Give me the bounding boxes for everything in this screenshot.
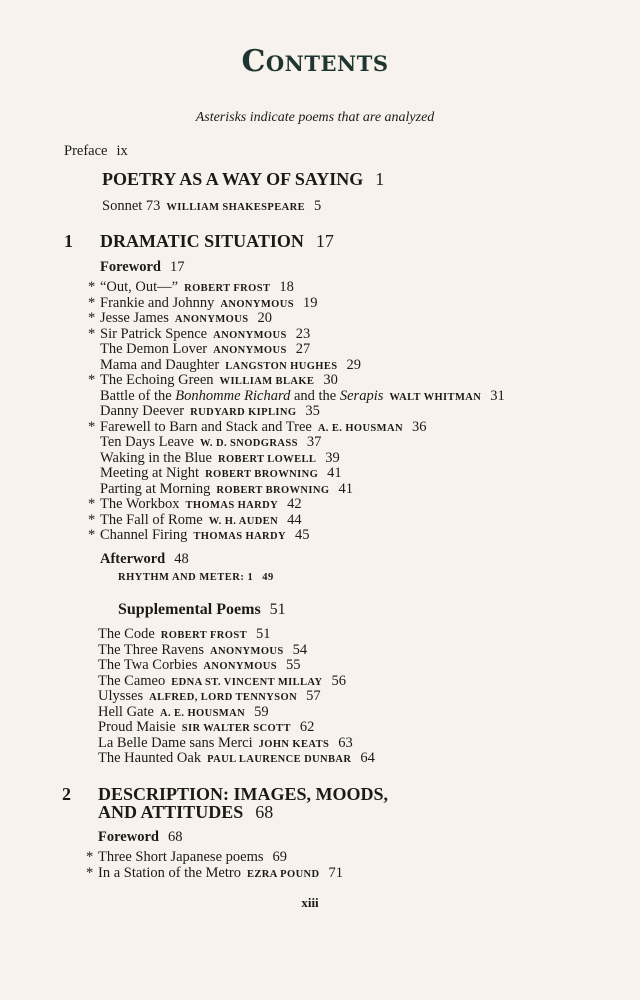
page-number: 18	[279, 279, 294, 295]
toc-entry	[98, 865, 343, 883]
page-number: 17	[315, 231, 334, 251]
page-number: 68	[255, 802, 274, 822]
poem-author: WALT WHITMAN	[389, 391, 482, 403]
page-title: Contents	[241, 44, 389, 79]
asterisk-marker: *	[88, 294, 96, 311]
poem-title: Sonnet 73	[102, 198, 161, 214]
toc-entry	[100, 527, 310, 545]
poem-author: SIR WALTER SCOTT	[181, 723, 291, 734]
poem-author: JOHN KEATS	[258, 738, 330, 750]
page-number: 41	[327, 465, 342, 481]
page-number: 19	[302, 294, 318, 311]
poem-title: The Three Ravens	[98, 641, 205, 658]
poem-title: Meeting at Night	[100, 465, 200, 481]
poem-author: WILLIAM SHAKESPEARE	[166, 202, 305, 213]
toc-entry	[98, 750, 375, 768]
poem-title: Farewell to Barn and Stack and Tree	[100, 418, 312, 435]
chapter-heading	[100, 231, 334, 252]
asterisk-marker: *	[88, 511, 96, 528]
asterisk-marker: *	[88, 418, 96, 435]
asterisk-marker: *	[88, 527, 96, 543]
page-number: 69	[272, 849, 287, 865]
page-number: 1	[375, 169, 385, 189]
page-number: 30	[323, 372, 338, 388]
rhythm-entry	[118, 572, 274, 583]
page-number: 55	[286, 657, 301, 673]
page-number: 45	[295, 527, 310, 543]
chapter-heading-line-2	[98, 802, 273, 823]
foreword-entry	[100, 259, 184, 276]
poem-author: ANONYMOUS	[220, 298, 294, 310]
page-number: 63	[338, 734, 353, 751]
page-number: 51	[256, 626, 271, 642]
page-number: 48	[174, 551, 189, 567]
page-number: 35	[305, 403, 320, 419]
supplemental-label: Supplemental Poems	[118, 601, 261, 618]
poem-title: Hell Gate	[98, 703, 154, 720]
poem-title: Sir Patrick Spence	[100, 325, 208, 342]
poem-author: RUDYARD KIPLING	[190, 407, 297, 418]
poem-title: Waking in the Blue	[100, 449, 212, 466]
page-number: 29	[346, 356, 361, 373]
poem-author: ROBERT FROST	[184, 283, 271, 294]
poem-author: ANONYMOUS	[174, 314, 249, 325]
poem-title: Channel Firing	[100, 527, 188, 543]
poem-author: W. H. AUDEN	[208, 515, 279, 527]
page-number: 57	[306, 688, 321, 704]
rhythm-label: RHYTHM AND METER: 1	[118, 572, 254, 583]
asterisk-marker: *	[88, 372, 96, 388]
page-number: 59	[254, 703, 269, 720]
poem-title: Frankie and Johnny	[100, 294, 215, 311]
page-number: 62	[299, 719, 315, 735]
poem-author: THOMAS HARDY	[185, 500, 279, 511]
page-number: ix	[116, 143, 128, 159]
poem-title: Ten Days Leave	[100, 434, 194, 450]
page-number: 37	[306, 434, 322, 450]
poem-author: EZRA POUND	[246, 868, 320, 880]
poem-author: LANGSTON HUGHES	[225, 360, 338, 372]
chapter-title: AND ATTITUDES	[98, 802, 244, 822]
asterisk-marker: *	[86, 849, 94, 865]
supplemental-heading	[118, 601, 286, 619]
poem-title: Three Short Japanese poems	[98, 849, 264, 865]
poem-title: Ulysses	[98, 688, 144, 704]
poem-title: The Code	[98, 626, 155, 642]
poem-title: Proud Maisie	[98, 719, 176, 735]
page-number: 23	[295, 325, 311, 342]
foreword-label: Foreword	[100, 259, 161, 275]
page-number: 41	[338, 480, 353, 497]
poem-author: A. E. HOUSMAN	[159, 707, 246, 719]
page-number: 31	[490, 387, 505, 404]
poem-title: In a Station of the Metro	[98, 864, 241, 881]
poem-author: PAUL LAURENCE DUNBAR	[207, 754, 352, 765]
page-number: 5	[314, 198, 322, 214]
page-number: 42	[287, 496, 302, 512]
intro-heading	[102, 169, 384, 190]
page-number: 68	[167, 829, 183, 845]
foreword-label: Foreword	[98, 829, 159, 845]
poem-title: The Fall of Rome	[100, 511, 203, 528]
poem-title-part: Battle of the	[100, 387, 176, 404]
preface-entry	[64, 143, 128, 159]
poem-author: ROBERT LOWELL	[218, 453, 317, 465]
chapter-number: 1	[64, 231, 73, 251]
poem-author: ALFRED, LORD TENNYSON	[149, 692, 298, 703]
page-number: 54	[292, 641, 308, 658]
poem-title-part: and the	[290, 387, 340, 404]
poem-author: ROBERT FROST	[160, 630, 247, 641]
poem-author: ROBERT BROWNING	[205, 469, 319, 480]
intro-title: POETRY AS A WAY OF SAYING	[102, 169, 364, 189]
preface-label: Preface	[64, 143, 108, 159]
poem-title-ship: Bonhomme Richard	[175, 387, 291, 404]
poem-author: WILLIAM BLAKE	[219, 376, 315, 387]
afterword-label: Afterword	[100, 551, 166, 567]
asterisk-marker: *	[88, 325, 96, 342]
page-number: 51	[269, 601, 286, 618]
poem-title: The Workbox	[100, 496, 180, 512]
afterword-entry	[100, 551, 189, 568]
poem-author: THOMAS HARDY	[193, 531, 287, 542]
asterisk-marker: *	[86, 864, 94, 881]
poem-title: The Twa Corbies	[98, 657, 198, 673]
foreword-entry	[98, 829, 182, 846]
poem-title-ship: Serapis	[339, 387, 384, 404]
poem-author: W. D. SNODGRASS	[200, 438, 298, 449]
chapter-title: DRAMATIC SITUATION	[100, 231, 304, 251]
page-number: 44	[287, 511, 302, 528]
page-folio: xiii	[301, 895, 319, 910]
poem-title: Parting at Morning	[100, 480, 211, 497]
toc-entry	[98, 849, 287, 865]
page-number: 64	[360, 750, 375, 766]
poem-author: ANONYMOUS	[203, 661, 277, 672]
page-number: 27	[295, 341, 311, 357]
asterisk-marker: *	[88, 310, 96, 326]
poem-author: ANONYMOUS	[213, 329, 287, 341]
poem-author: EDNA ST. VINCENT MILLAY	[171, 676, 323, 688]
poem-author: ANONYMOUS	[210, 645, 284, 657]
poem-title: The Echoing Green	[100, 372, 214, 388]
poem-title: The Haunted Oak	[98, 750, 202, 766]
poem-author: ANONYMOUS	[213, 345, 287, 356]
poem-author: ROBERT BROWNING	[216, 484, 330, 496]
page-number: 71	[328, 864, 344, 881]
poem-title: The Cameo	[98, 672, 166, 689]
poem-title: La Belle Dame sans Merci	[98, 734, 253, 751]
asterisk-note: Asterisks indicate poems that are analyzed	[195, 110, 435, 125]
toc-entry	[102, 198, 321, 216]
chapter-heading-line-1: DESCRIPTION: IMAGES, MOODS,	[98, 784, 389, 804]
page-number: 49	[262, 572, 274, 583]
page-number: 36	[411, 418, 427, 435]
page-number: 17	[169, 259, 185, 275]
poem-author: A. E. HOUSMAN	[317, 422, 403, 434]
chapter-number: 2	[62, 784, 71, 804]
poem-title: Danny Deever	[100, 403, 185, 419]
poem-title: Jesse James	[100, 310, 169, 326]
poem-title: Mama and Daughter	[100, 356, 220, 373]
poem-title: The Demon Lover	[100, 341, 208, 357]
page-number: 56	[331, 672, 346, 689]
asterisk-marker: *	[88, 496, 96, 512]
asterisk-marker: *	[88, 279, 96, 295]
page-number: 20	[257, 310, 272, 326]
poem-title: “Out, Out—”	[100, 279, 179, 295]
page-number: 39	[325, 449, 340, 466]
